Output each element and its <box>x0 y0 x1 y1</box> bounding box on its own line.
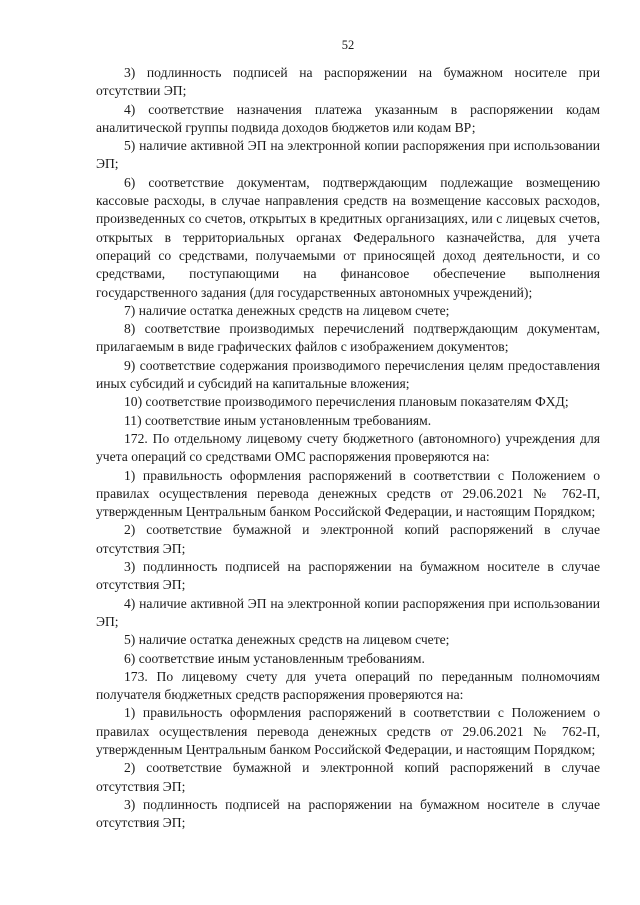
document-body <box>96 64 600 832</box>
paragraph: 1) правильность оформления распоряжений в соответствии с Положением о правилах осуществления перевода денежных средств от 29.06.2021 № 762-П, утвержденным Центральным банком Российской Федерации, и настоящим Порядком; <box>96 705 600 757</box>
paragraph: 6) соответствие иным установленным требованиям. <box>124 650 425 666</box>
paragraph: 4) соответствие назначения платежа указанным в распоряжении кодам аналитической группы подвида доходов бюджетов или кодам ВР; <box>96 101 600 135</box>
paragraph: 2) соответствие бумажной и электронной копий распоряжений в случае отсутствия ЭП; <box>96 522 600 556</box>
paragraph: 5) наличие остатка денежных средств на лицевом счете; <box>124 632 450 648</box>
paragraph: 5) наличие активной ЭП на электронной копии распоряжения при использовании ЭП; <box>96 138 600 172</box>
paragraph: 6) соответствие документам, подтверждающим подлежащие возмещению кассовые расходы, в случае направления средств на возмещение кассовых расходов, произведенных со счетов, открытых в кредитных организациях, или с лицевых счетов, открытых в территориальных органах Федерального казначейства, для учета операций со средствами, получаемыми от приносящей доход деятельности, и со средствами, поступающими на финансовое обеспечение выполнения государственного задания (для государственных автономных учреждений); <box>96 174 600 300</box>
paragraph: 2) соответствие бумажной и электронной копий распоряжений в случае отсутствия ЭП; <box>96 760 600 794</box>
paragraph: 10) соответствие производимого перечисления плановым показателям ФХД; <box>124 394 569 410</box>
paragraph: 4) наличие активной ЭП на электронной копии распоряжения при использовании ЭП; <box>96 595 600 629</box>
section-heading-paragraph: 173. По лицевому счету для учета операций по переданным полномочиям получателя бюджетных средств распоряжения проверяются на: <box>96 668 600 703</box>
page-number: 52 <box>341 38 355 52</box>
paragraph: 3) подлинность подписей на распоряжении на бумажном носителе в случае отсутствия ЭП; <box>96 559 600 593</box>
paragraph: 7) наличие остатка денежных средств на лицевом счете; <box>124 302 450 318</box>
paragraph: 1) правильность оформления распоряжений в соответствии с Положением о правилах осуществления перевода денежных средств от 29.06.2021 № 762-П, утвержденным Центральным банком Российской Федерации, и настоящим Порядком; <box>96 467 600 520</box>
section-heading-paragraph: 172. По отдельному лицевому счету бюджетного (автономного) учреждения для учета операций со средствами ОМС распоряжения проверяются на: <box>96 430 600 465</box>
paragraph: 9) соответствие содержания производимого перечисления целям предоставления иных субсидий и субсидий на капитальные вложения; <box>96 357 600 392</box>
paragraph: 3) подлинность подписей на распоряжении на бумажном носителе при отсутствии ЭП; <box>96 65 600 99</box>
paragraph: 11) соответствие иным установленным требованиям. <box>124 412 432 428</box>
paragraph: 8) соответствие производимых перечислений подтверждающим документам, прилагаемым в виде графических файлов с изображением документов; <box>96 321 600 355</box>
paragraph: 3) подлинность подписей на распоряжении на бумажном носителе в случае отсутствия ЭП; <box>96 796 600 831</box>
